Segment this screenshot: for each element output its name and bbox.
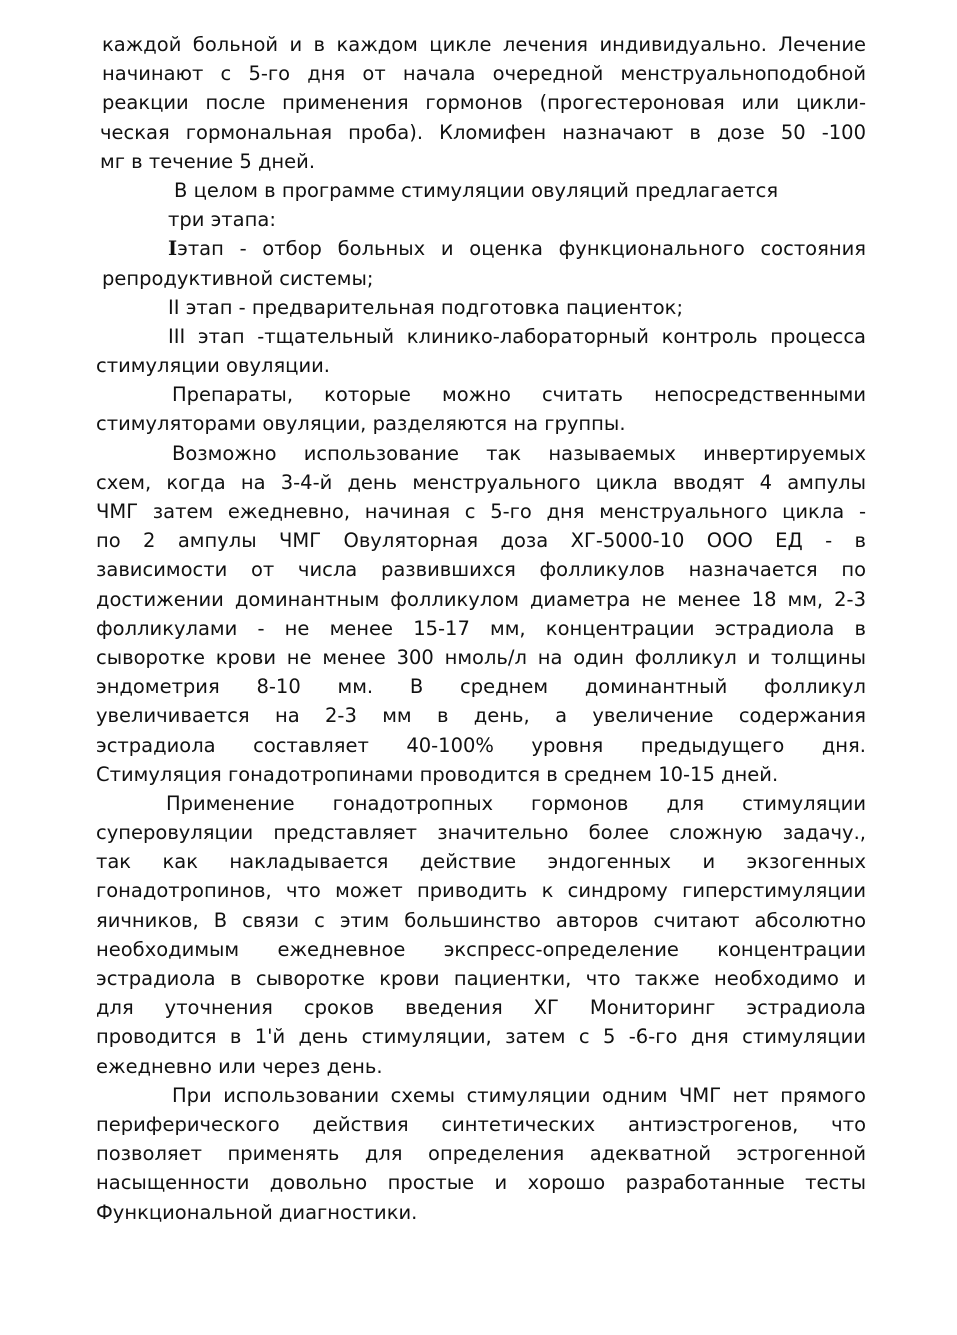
text-line: III этап -тщательный клинико-лабораторный контроль процесса	[168, 324, 866, 348]
text-line: суперовуляции представляет значительно более сложную задачу.,	[96, 821, 866, 845]
text-line: для уточнения сроков введения ХГ Мониторинг эстрадиола	[96, 996, 866, 1020]
text-line: ежедневно или через день.	[96, 1054, 383, 1078]
text-line: реакции после применения гормонов (прогестероновая или цикли-	[102, 91, 866, 115]
text-line: стимуляции овуляции.	[96, 354, 330, 378]
roman-numeral: I	[168, 237, 178, 261]
text-line-stage-one	[96, 234, 866, 263]
text-line: эндометрия 8-10 мм. В среднем доминантный фолликул	[96, 675, 866, 699]
text-line: зависимости от числа развившихся фолликулов назначается по	[96, 558, 866, 582]
text-line: репродуктивной системы;	[102, 266, 374, 290]
text-line: Возможно использование так называемых инвертируемых	[172, 441, 866, 465]
text-line: гонадотропинов, что может приводить к синдрому гиперстимуляции	[96, 879, 866, 903]
text-line: сыворотке крови не менее 300 нмоль/л на один фолликул и толщины	[96, 645, 866, 669]
text-line: увеличивается на 2-3 мм в день, а увеличение содержания	[96, 704, 866, 728]
document-body	[96, 30, 866, 1227]
text-line: стимуляторами овуляции, разделяются на группы.	[96, 412, 626, 436]
text-line: по 2 ампулы ЧМГ Овуляторная доза ХГ-5000-10 ООО ЕД - в	[96, 529, 866, 553]
text-line: Применение гонадотропных гормонов для стимуляции	[166, 791, 866, 815]
text-line: три этапа:	[168, 208, 276, 232]
text-line: фолликулами - не менее 15-17 мм, концентрации эстрадиола в	[96, 616, 866, 640]
text-line: яичников, В связи с этим большинство авторов считают абсолютно	[96, 908, 866, 932]
text-line: проводится в 1'й день стимуляции, затем с 5 -6-го дня стимуляции	[96, 1025, 866, 1049]
text-line: каждой больной и в каждом цикле лечения индивидуально. Лечение	[102, 33, 866, 56]
text-line: начинают с 5-го дня от начала очередной менструальноподобной	[102, 62, 866, 86]
text-line: позволяет применять для определения адекватной эстрогенной	[96, 1142, 866, 1166]
text-line: периферического действия синтетических антиэстрогенов, что	[96, 1112, 866, 1136]
text-line: схем, когда на 3-4-й день менструального цикла вводят 4 ампулы	[96, 470, 866, 494]
text-line: ческая гормональная проба). Кломифен назначают в дозе 50 -100	[100, 120, 866, 144]
text-line: достижении доминантным фолликулом диаметра не менее 18 мм, 2-3	[96, 587, 866, 611]
text-line: так как накладывается действие эндогенных и экзогенных	[96, 850, 866, 874]
text-fragment: этап - отбор больных и оценка функционального состояния	[177, 237, 866, 261]
text-line: Функциональной диагностики.	[96, 1200, 418, 1224]
text-line: насыщенности довольно простые и хорошо разработанные тесты	[96, 1171, 866, 1195]
text-line: эстрадиола в сыворотке крови пациентки, что также необходимо и	[96, 967, 866, 990]
text-line: При использовании схемы стимуляции одним ЧМГ нет прямого	[172, 1083, 866, 1107]
text-line: ЧМГ затем ежедневно, начиная с 5-го дня менструального цикла -	[96, 500, 866, 523]
text-line: В целом в программе стимуляции овуляций предлагается	[174, 178, 779, 202]
text-line: необходимым ежедневное экспресс-определение концентрации	[96, 937, 866, 961]
text-line: Препараты, которые можно считать непосредственными	[172, 383, 866, 407]
text-line: мг в течение 5 дней.	[100, 149, 316, 173]
text-line: II этап - предварительная подготовка пациенток;	[168, 295, 684, 319]
text-line: Стимуляция гонадотропинами проводится в среднем 10-15 дней.	[96, 762, 779, 786]
text-line: эстрадиола составляет 40-100% уровня предыдущего дня.	[96, 733, 866, 757]
